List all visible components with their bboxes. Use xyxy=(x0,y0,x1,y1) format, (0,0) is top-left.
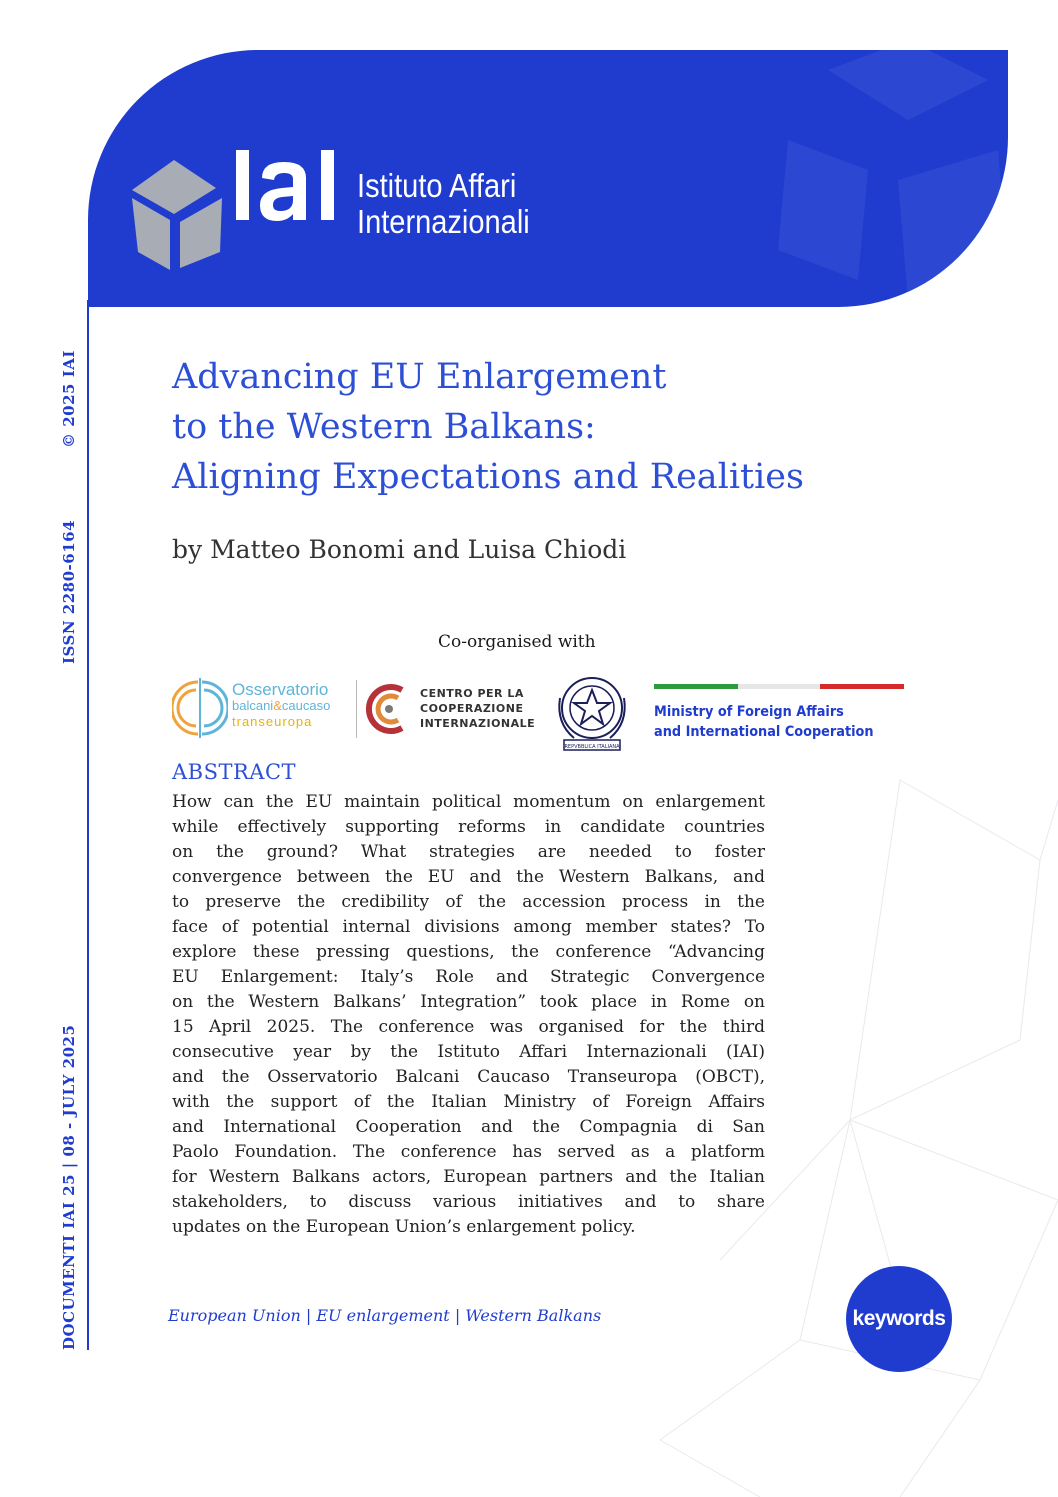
flag-red-stripe xyxy=(820,684,904,689)
abstract-line: convergence between the EU and the Western Balkans, and xyxy=(172,867,765,887)
cci-line2: COOPERAZIONE xyxy=(420,702,524,715)
abstract-line: 15 April 2025. The conference was organised for the third xyxy=(172,1017,765,1037)
abstract-line: face of potential internal divisions among member states? To xyxy=(172,917,765,937)
byline: by Matteo Bonomi and Luisa Chiodi xyxy=(172,535,627,564)
title-line-1: Advancing EU Enlargement xyxy=(172,357,667,397)
abstract-line: to preserve the credibility of the accession process in the xyxy=(172,892,765,912)
abstract-line: consecutive year by the Istituto Affari Internazionali (IAI) xyxy=(172,1042,765,1062)
title-line-2: to the Western Balkans: xyxy=(172,407,596,447)
iai-letters-icon xyxy=(232,140,350,222)
abstract-line: and the Osservatorio Balcani Caucaso Transeuropa (OBCT), xyxy=(172,1067,765,1087)
obct-logo-icon xyxy=(172,676,228,740)
abstract-line: with the support of the Italian Ministry of Foreign Affairs xyxy=(172,1092,765,1112)
abstract-line: updates on the European Union’s enlargement policy. xyxy=(172,1217,636,1237)
mfa-line2: and International Cooperation xyxy=(654,724,874,740)
obct-logo-text xyxy=(232,682,330,730)
iai-cube-logo-icon xyxy=(130,158,226,272)
obct-line2a: balcani xyxy=(232,698,274,713)
iai-acronym-logo xyxy=(232,140,350,238)
title-line-3: Aligning Expectations and Realities xyxy=(172,457,804,497)
abstract-line: EU Enlargement: Italy’s Role and Strategic Convergence xyxy=(172,967,765,987)
coorganised-label: Co-organised with xyxy=(438,632,596,652)
flag-green-stripe xyxy=(654,684,738,689)
left-vertical-rule xyxy=(87,300,89,1350)
abstract-line: on the Western Balkans’ Integration” took place in Rome on xyxy=(172,992,765,1012)
copyright-label: © 2025 IAI xyxy=(60,350,78,448)
keywords-badge: keywords xyxy=(846,1266,952,1372)
abstract-body xyxy=(172,790,765,1240)
abstract-line: How can the EU maintain political momentum on enlargement xyxy=(172,792,765,812)
issn-label: ISSN 2280-6164 xyxy=(60,519,78,664)
abstract-line: on the ground? What strategies are needed to foster xyxy=(172,842,765,862)
abstract-line: explore these pressing questions, the conference “Advancing xyxy=(172,942,765,962)
cci-logo-icon xyxy=(364,680,414,738)
cci-logo-text xyxy=(420,686,535,731)
mfa-logo-text xyxy=(654,702,874,742)
flag-white-stripe xyxy=(738,684,820,689)
series-label: DOCUMENTI IAI 25 | 08 - JULY 2025 xyxy=(60,1024,78,1350)
obct-line3: transeuropa xyxy=(232,714,313,729)
header-band xyxy=(88,50,1008,307)
partner-divider xyxy=(356,680,357,738)
decorative-cube-icon xyxy=(708,50,1008,307)
abstract-line: stakeholders, to discuss various initiatives and to share xyxy=(172,1192,765,1212)
abstract-line: Paolo Foundation. The conference has served as a platform xyxy=(172,1142,765,1162)
page-title xyxy=(172,352,804,502)
emblem-ribbon-text: REPVBBLICA ITALIANA xyxy=(564,744,620,750)
keywords-list: European Union | EU enlargement | Western Balkans xyxy=(168,1306,602,1325)
abstract-line: while effectively supporting reforms in candidate countries xyxy=(172,817,765,837)
obct-ampersand: & xyxy=(273,698,282,713)
abstract-line: for Western Balkans actors, European partners and the Italian xyxy=(172,1167,765,1187)
cci-line3: INTERNAZIONALE xyxy=(420,717,536,730)
abstract-heading: ABSTRACT xyxy=(172,760,297,784)
mfa-line1: Ministry of Foreign Affairs xyxy=(654,704,844,720)
cci-line1: CENTRO PER LA xyxy=(420,687,524,700)
institute-name-line1: Istituto Affari xyxy=(357,167,517,204)
institute-name xyxy=(357,168,530,240)
obct-line2b: caucaso xyxy=(281,698,331,713)
abstract-line: and International Cooperation and the Compagnia di San xyxy=(172,1117,765,1137)
institute-name-line2: Internazionali xyxy=(357,203,530,240)
obct-line1: Osservatorio xyxy=(232,680,329,699)
